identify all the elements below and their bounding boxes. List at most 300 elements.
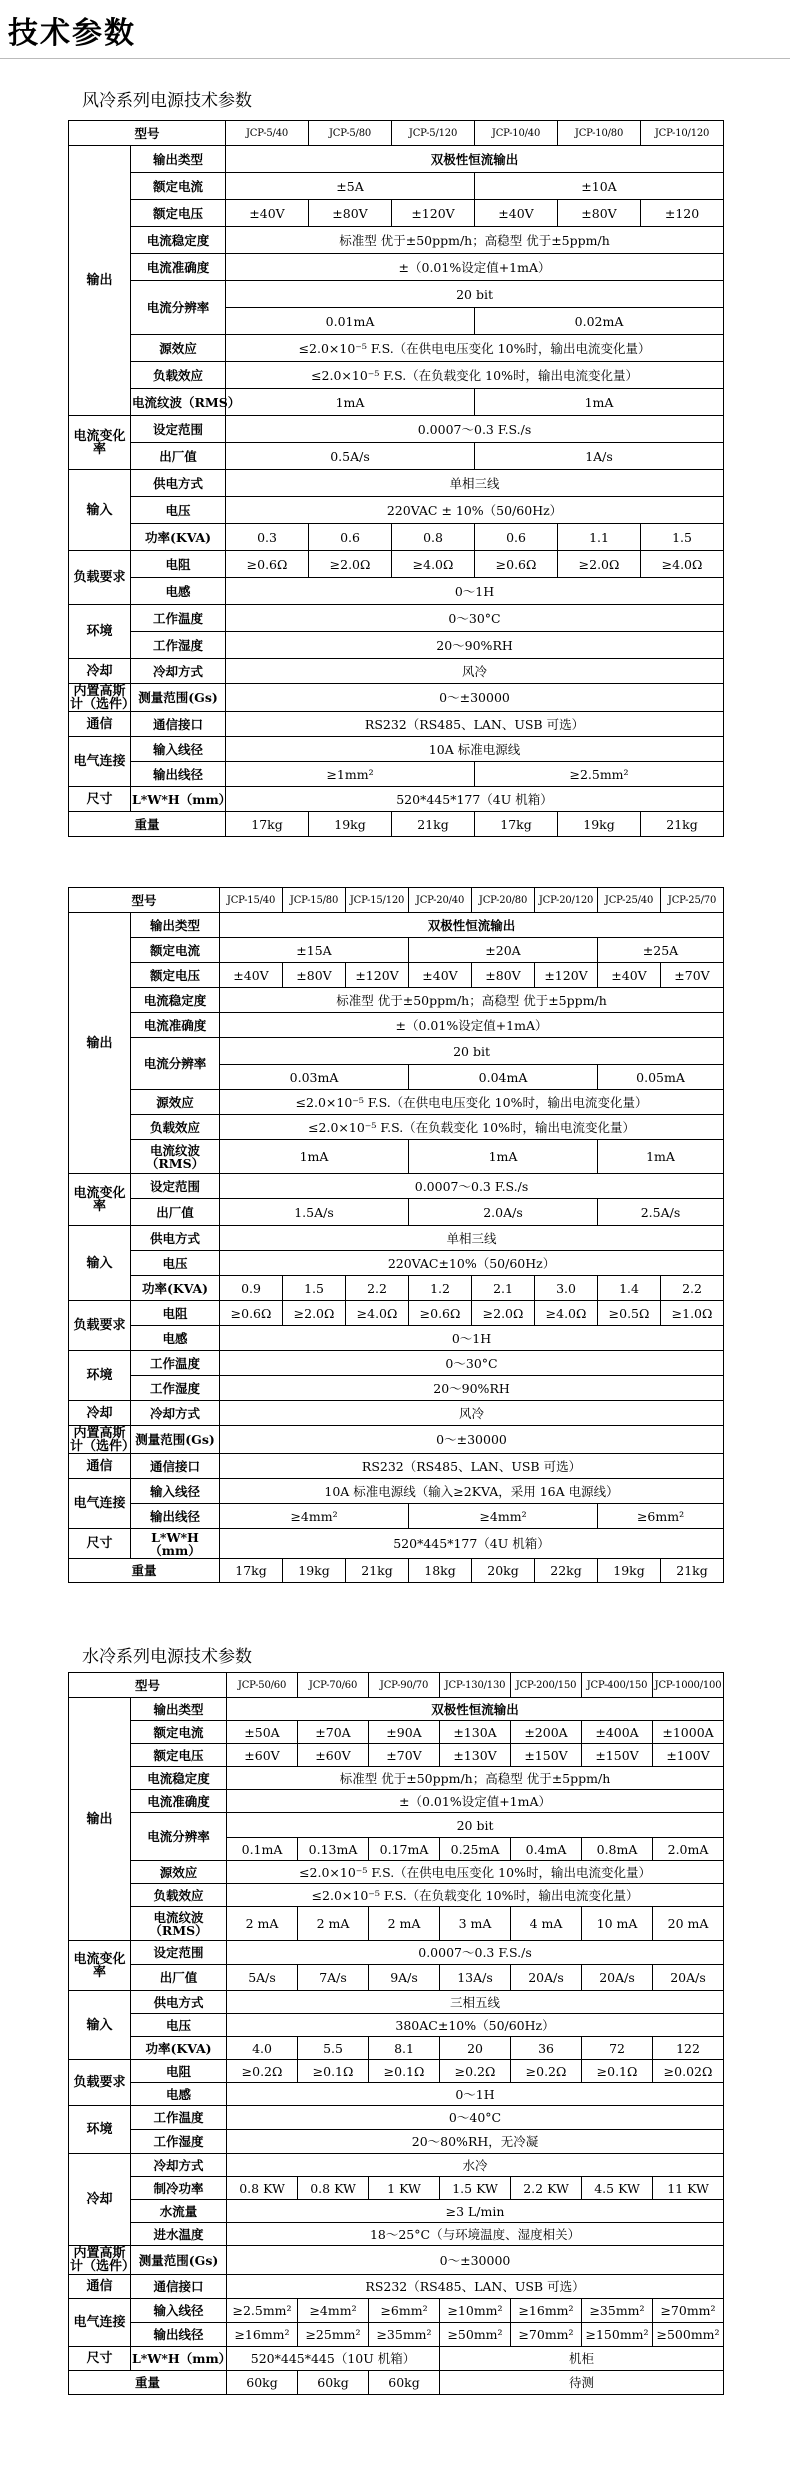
param-value: ≥4.0Ω: [535, 1301, 598, 1326]
model-header: JCP-25/70: [661, 888, 724, 913]
param-label: 额定电压: [131, 200, 226, 227]
param-value: 风冷: [220, 1401, 724, 1426]
category-cooling: 冷却: [69, 659, 131, 684]
param-value: ±80V: [472, 963, 535, 988]
param-value: 5A/s: [227, 1965, 298, 1991]
param-value: 0～30°C: [226, 605, 724, 632]
category-current-rate: 电流变化率: [69, 416, 131, 470]
param-label: 冷却方式: [131, 1401, 220, 1426]
model-header: JCP-15/120: [346, 888, 409, 913]
param-value: ≥0.6Ω: [226, 551, 309, 578]
param-label: 电流准确度: [131, 1790, 227, 1813]
param-value: ±130A: [440, 1721, 511, 1744]
param-value: 220VAC ± 10%（50/60Hz）: [226, 497, 724, 524]
page-title: 技术参数: [8, 16, 136, 51]
param-value: ±130V: [440, 1744, 511, 1767]
param-value: 待测: [440, 2371, 724, 2395]
param-value: 1.1: [558, 524, 641, 551]
param-value: ±20A: [409, 938, 598, 963]
param-label: 水流量: [131, 2200, 227, 2223]
param-value: 2 mA: [298, 1907, 369, 1941]
param-value: 0～±30000: [226, 684, 724, 712]
param-value: 11 KW: [653, 2177, 724, 2200]
category-gaussmeter: 内置高斯计（选件）: [70, 1425, 136, 1454]
category-environment: 环境: [69, 2106, 131, 2154]
param-value: ≥0.1Ω: [298, 2060, 369, 2083]
param-value: ≥2.5mm²: [475, 762, 724, 787]
param-label: 电流稳定度: [131, 227, 226, 254]
category-load: 负载要求: [69, 1301, 131, 1351]
model-header: JCP-130/130: [440, 1673, 511, 1698]
param-label: 额定电流: [131, 173, 226, 200]
param-value: 4.5 KW: [582, 2177, 653, 2200]
param-value: 19kg: [558, 812, 641, 837]
model-header: JCP-5/120: [392, 121, 475, 146]
param-label: L*W*H（mm）: [131, 1529, 220, 1559]
param-label: 电流分辨率: [131, 281, 226, 335]
param-value: ≥0.6Ω: [409, 1301, 472, 1326]
model-header: JCP-1000/100: [653, 1673, 724, 1698]
category-input: 输入: [69, 470, 131, 551]
param-value: ≥150mm²: [582, 2323, 653, 2347]
param-label: 出厂值: [131, 443, 226, 470]
param-value: 0.01mA: [226, 308, 475, 335]
param-value: 8.1: [369, 2037, 440, 2060]
param-value: ±40V: [409, 963, 472, 988]
param-value: 20 bit: [220, 1038, 724, 1065]
param-value: ±15A: [220, 938, 409, 963]
param-value: 风冷: [226, 659, 724, 684]
category-communication: 通信: [69, 2275, 131, 2299]
param-value: ≥16mm²: [227, 2323, 298, 2347]
param-value: 0～±30000: [227, 2246, 724, 2275]
param-value: 0.0007～0.3 F.S./s: [220, 1174, 724, 1199]
param-value: 1A/s: [475, 443, 724, 470]
param-value: ±10A: [475, 173, 724, 200]
param-label: 测量范围(Gs): [131, 684, 226, 712]
param-value: ≤2.0×10⁻⁵ F.S.（在供电电压变化 10%时，输出电流变化量）: [227, 1861, 724, 1884]
param-value: ≥0.6Ω: [475, 551, 558, 578]
param-value: ≥2.0Ω: [283, 1301, 346, 1326]
param-value: ≥2.0Ω: [309, 551, 392, 578]
param-value: 21kg: [346, 1559, 409, 1583]
param-value: 0.8: [392, 524, 475, 551]
param-value: ±120V: [346, 963, 409, 988]
param-label: 电压: [131, 1251, 220, 1276]
param-label: 工作湿度: [131, 2130, 227, 2154]
param-label: 电流分辨率: [131, 1813, 227, 1861]
param-label: 重量: [69, 2371, 227, 2395]
param-value: 20～90%RH: [220, 1376, 724, 1401]
param-label: 电压: [131, 497, 226, 524]
param-value: 2.2: [346, 1276, 409, 1301]
param-value: 4.0: [227, 2037, 298, 2060]
param-label: 冷却方式: [131, 659, 226, 684]
category-input: 输入: [69, 1991, 131, 2060]
param-label: 电感: [131, 578, 226, 605]
param-value: 20～80%RH，无冷凝: [227, 2130, 724, 2154]
param-value: ±150V: [511, 1744, 582, 1767]
param-label: 出厂值: [131, 1965, 227, 1991]
param-value: 单相三线: [226, 470, 724, 497]
category-size: 尺寸: [69, 787, 131, 812]
category-environment: 环境: [69, 1351, 131, 1401]
category-load: 负载要求: [69, 551, 131, 605]
water-cooled-section-title: 水冷系列电源技术参数: [82, 1647, 252, 1667]
param-value: ±50A: [227, 1721, 298, 1744]
param-label: 额定电压: [131, 963, 220, 988]
model-header: JCP-10/80: [558, 121, 641, 146]
param-label: 源效应: [131, 1090, 220, 1115]
param-label: 功率(KVA): [131, 1276, 220, 1301]
param-value: ≥6mm²: [369, 2299, 440, 2323]
category-size: 尺寸: [69, 2347, 131, 2371]
param-value: 22kg: [535, 1559, 598, 1583]
param-value: ±90A: [369, 1721, 440, 1744]
param-value: 10A 标准电源线（输入≥2KVA，采用 16A 电源线）: [220, 1479, 724, 1504]
param-value: ≥0.1Ω: [582, 2060, 653, 2083]
param-value: 18kg: [409, 1559, 472, 1583]
param-value: 1mA: [598, 1140, 724, 1174]
param-value: 21kg: [641, 812, 724, 837]
param-value: 19kg: [309, 812, 392, 837]
param-value: ≤2.0×10⁻⁵ F.S.（在供电电压变化 10%时，输出电流变化量）: [220, 1090, 724, 1115]
param-value: 17kg: [475, 812, 558, 837]
param-value: 标准型 优于±50ppm/h；高稳型 优于±5ppm/h: [220, 988, 724, 1013]
param-value: 0.6: [475, 524, 558, 551]
param-value: 0.17mA: [369, 1838, 440, 1861]
param-value: ±40V: [226, 200, 309, 227]
category-output: 输出: [69, 913, 131, 1174]
param-value: ±40V: [475, 200, 558, 227]
param-value: ±（0.01%设定值+1mA）: [227, 1790, 724, 1813]
category-electrical-connection: 电气连接: [69, 2299, 131, 2347]
param-label: 工作温度: [131, 605, 226, 632]
param-value: ≥0.1Ω: [369, 2060, 440, 2083]
param-value: 1.2: [409, 1276, 472, 1301]
param-value: 0～±30000: [220, 1426, 724, 1454]
model-header: JCP-15/80: [283, 888, 346, 913]
param-label: 供电方式: [131, 1226, 220, 1251]
param-value: ±120: [641, 200, 724, 227]
model-header: JCP-25/40: [598, 888, 661, 913]
category-input: 输入: [69, 1226, 131, 1301]
param-value: 2.1: [472, 1276, 535, 1301]
param-value: ±70V: [661, 963, 724, 988]
param-value: 0.8 KW: [227, 2177, 298, 2200]
param-value: 4 mA: [511, 1907, 582, 1941]
model-header: JCP-90/70: [369, 1673, 440, 1698]
param-value: 0.02mA: [475, 308, 724, 335]
param-label: 设定范围: [131, 1174, 220, 1199]
param-value: 21kg: [392, 812, 475, 837]
param-label: 输出类型: [131, 913, 220, 938]
param-value: ±80V: [309, 200, 392, 227]
param-value: 0.25mA: [440, 1838, 511, 1861]
param-label: 工作湿度: [131, 632, 226, 659]
param-value: 10 mA: [582, 1907, 653, 1941]
param-label: 电流稳定度: [131, 1767, 227, 1790]
param-value: 三相五线: [227, 1991, 724, 2014]
param-label: 功率(KVA): [131, 2037, 227, 2060]
category-current-rate: 电流变化率: [69, 1174, 131, 1226]
model-header: JCP-200/150: [511, 1673, 582, 1698]
param-label: 电阻: [131, 551, 226, 578]
param-value: 60kg: [369, 2371, 440, 2395]
model-label: 型号: [69, 888, 220, 913]
param-value: 1 KW: [369, 2177, 440, 2200]
param-label: 电流纹波（RMS）: [131, 1907, 227, 1941]
param-value: 2.5A/s: [598, 1199, 724, 1226]
param-value: ±120V: [535, 963, 598, 988]
param-value: ≥2.0Ω: [558, 551, 641, 578]
model-header: JCP-15/40: [220, 888, 283, 913]
param-label: 额定电流: [131, 938, 220, 963]
param-label: 电流准确度: [131, 254, 226, 281]
model-label: 型号: [69, 1673, 227, 1698]
param-value: 20kg: [472, 1559, 535, 1583]
param-label: 冷却方式: [131, 2154, 227, 2177]
param-label: 通信接口: [131, 2275, 227, 2299]
air-cooled-spec-table-1: [68, 120, 724, 837]
param-label: 设定范围: [131, 416, 226, 443]
param-value: 0.05mA: [598, 1065, 724, 1090]
param-value: 36: [511, 2037, 582, 2060]
param-value: 1mA: [226, 389, 475, 416]
water-cooled-spec-table: [68, 1672, 724, 2395]
category-cooling: 冷却: [69, 1401, 131, 1426]
param-value: 0.8mA: [582, 1838, 653, 1861]
param-value: 1.5A/s: [220, 1199, 409, 1226]
model-header: JCP-10/40: [475, 121, 558, 146]
param-value: ±5A: [226, 173, 475, 200]
param-label: 电流准确度: [131, 1013, 220, 1038]
category-size: 尺寸: [69, 1529, 131, 1559]
param-value: ≥1mm²: [226, 762, 475, 787]
air-cooled-section-title: 风冷系列电源技术参数: [82, 91, 252, 111]
param-value: 20A/s: [653, 1965, 724, 1991]
param-value: 0.03mA: [220, 1065, 409, 1090]
param-value: RS232（RS485、LAN、USB 可选）: [226, 712, 724, 737]
param-value: 0.8 KW: [298, 2177, 369, 2200]
param-value: ≥4mm²: [409, 1504, 598, 1529]
param-value: ≥0.5Ω: [598, 1301, 661, 1326]
param-label: 进水温度: [131, 2223, 227, 2246]
model-header: JCP-20/80: [472, 888, 535, 913]
param-value: 17kg: [220, 1559, 283, 1583]
param-value: ≥35mm²: [369, 2323, 440, 2347]
param-label: 工作温度: [131, 1351, 220, 1376]
param-label: 电流分辨率: [131, 1038, 220, 1090]
category-environment: 环境: [69, 605, 131, 659]
param-value: ≥25mm²: [298, 2323, 369, 2347]
param-value: ±25A: [598, 938, 724, 963]
param-value: 0.6: [309, 524, 392, 551]
param-value: 0.3: [226, 524, 309, 551]
param-value: ≥0.6Ω: [220, 1301, 283, 1326]
param-value: ≥0.2Ω: [227, 2060, 298, 2083]
param-label: 测量范围(Gs): [131, 1426, 220, 1454]
param-value: 标准型 优于±50ppm/h；高稳型 优于±5ppm/h: [226, 227, 724, 254]
param-value: 19kg: [283, 1559, 346, 1583]
param-value: 1mA: [475, 389, 724, 416]
param-value: 520*445*445（10U 机箱）: [227, 2347, 440, 2371]
param-value: ≥16mm²: [511, 2299, 582, 2323]
category-electrical-connection: 电气连接: [69, 737, 131, 787]
param-value: 380AC±10%（50/60Hz）: [227, 2014, 724, 2037]
param-value: 7A/s: [298, 1965, 369, 1991]
param-label: 通信接口: [131, 712, 226, 737]
category-communication: 通信: [69, 1454, 131, 1479]
param-value: 双极性恒流输出: [227, 1698, 724, 1721]
param-value: 60kg: [227, 2371, 298, 2395]
model-header: JCP-50/60: [227, 1673, 298, 1698]
param-label: 电流纹波（RMS）: [131, 389, 226, 416]
param-value: ±40V: [220, 963, 283, 988]
param-label: 输入线径: [131, 1479, 220, 1504]
param-value: ≥0.2Ω: [440, 2060, 511, 2083]
param-value: 21kg: [661, 1559, 724, 1583]
param-value: ≥70mm²: [653, 2299, 724, 2323]
param-value: 10A 标准电源线: [226, 737, 724, 762]
param-value: ±80V: [558, 200, 641, 227]
param-label: 出厂值: [131, 1199, 220, 1226]
param-label: 输入线径: [131, 2299, 227, 2323]
param-value: 122: [653, 2037, 724, 2060]
param-value: ≥500mm²: [653, 2323, 724, 2347]
category-output: 输出: [69, 1698, 131, 1941]
param-value: 单相三线: [220, 1226, 724, 1251]
param-value: 60kg: [298, 2371, 369, 2395]
param-value: 1mA: [409, 1140, 598, 1174]
param-value: ≤2.0×10⁻⁵ F.S.（在负载变化 10%时，输出电流变化量）: [220, 1115, 724, 1140]
model-header: JCP-20/40: [409, 888, 472, 913]
param-label: 输出线径: [131, 2323, 227, 2347]
param-value: 2.2: [661, 1276, 724, 1301]
category-gaussmeter: 内置高斯计（选件）: [70, 2246, 136, 2274]
param-label: 电流纹波（RMS）: [131, 1140, 220, 1174]
model-header: JCP-10/120: [641, 121, 724, 146]
param-label: 制冷功率: [131, 2177, 227, 2200]
param-value: 72: [582, 2037, 653, 2060]
model-label: 型号: [69, 121, 226, 146]
param-label: 源效应: [131, 335, 226, 362]
param-label: 负载效应: [131, 362, 226, 389]
param-label: 输出类型: [131, 1698, 227, 1721]
param-value: ≥4.0Ω: [346, 1301, 409, 1326]
param-label: 测量范围(Gs): [131, 2246, 227, 2275]
param-value: 0.0007～0.3 F.S./s: [226, 416, 724, 443]
param-value: 20 bit: [227, 1813, 724, 1838]
param-label: 重量: [69, 1559, 220, 1583]
param-value: 0～1H: [226, 578, 724, 605]
param-value: ≥3 L/min: [227, 2200, 724, 2223]
param-value: ±120V: [392, 200, 475, 227]
param-value: ≥2.0Ω: [472, 1301, 535, 1326]
param-label: 输出线径: [131, 762, 226, 787]
param-value: 2 mA: [369, 1907, 440, 1941]
param-value: 标准型 优于±50ppm/h；高稳型 优于±5ppm/h: [227, 1767, 724, 1790]
category-load: 负载要求: [69, 2060, 131, 2106]
param-label: L*W*H（mm）: [131, 787, 226, 812]
param-value: 3 mA: [440, 1907, 511, 1941]
param-value: 20A/s: [582, 1965, 653, 1991]
model-header: JCP-70/60: [298, 1673, 369, 1698]
param-value: ≥4mm²: [298, 2299, 369, 2323]
param-value: 0～30°C: [220, 1351, 724, 1376]
param-value: 5.5: [298, 2037, 369, 2060]
param-label: 输出线径: [131, 1504, 220, 1529]
param-value: 19kg: [598, 1559, 661, 1583]
category-electrical-connection: 电气连接: [69, 1479, 131, 1529]
param-value: 0.0007～0.3 F.S./s: [227, 1941, 724, 1965]
param-value: 3.0: [535, 1276, 598, 1301]
param-value: ±40V: [598, 963, 661, 988]
model-header: JCP-5/40: [226, 121, 309, 146]
category-communication: 通信: [69, 712, 131, 737]
param-label: 电压: [131, 2014, 227, 2037]
param-value: ±1000A: [653, 1721, 724, 1744]
param-label: 电感: [131, 1326, 220, 1351]
param-label: 通信接口: [131, 1454, 220, 1479]
param-label: 电阻: [131, 1301, 220, 1326]
param-label: 输出类型: [131, 146, 226, 173]
param-value: ≤2.0×10⁻⁵ F.S.（在负载变化 10%时，输出电流变化量）: [227, 1884, 724, 1907]
param-value: 0.4mA: [511, 1838, 582, 1861]
param-value: 1.5: [641, 524, 724, 551]
param-label: 负载效应: [131, 1884, 227, 1907]
param-value: 20A/s: [511, 1965, 582, 1991]
param-label: 电流稳定度: [131, 988, 220, 1013]
param-value: ±70A: [298, 1721, 369, 1744]
model-header: JCP-400/150: [582, 1673, 653, 1698]
param-value: 双极性恒流输出: [220, 913, 724, 938]
param-value: ±200A: [511, 1721, 582, 1744]
param-value: ≥6mm²: [598, 1504, 724, 1529]
param-label: 电阻: [131, 2060, 227, 2083]
param-value: 13A/s: [440, 1965, 511, 1991]
category-gaussmeter: 内置高斯计（选件）: [70, 683, 136, 712]
param-value: ≥4.0Ω: [392, 551, 475, 578]
param-value: ≥1.0Ω: [661, 1301, 724, 1326]
param-value: 17kg: [226, 812, 309, 837]
param-value: ±70V: [369, 1744, 440, 1767]
param-value: 520*445*177（4U 机箱）: [220, 1529, 724, 1559]
param-label: 额定电压: [131, 1744, 227, 1767]
param-label: 供电方式: [131, 1991, 227, 2014]
param-value: ≥10mm²: [440, 2299, 511, 2323]
param-value: ±400A: [582, 1721, 653, 1744]
param-value: ≥70mm²: [511, 2323, 582, 2347]
param-value: 0～1H: [227, 2083, 724, 2106]
param-value: 20 bit: [226, 281, 724, 308]
param-value: 2 mA: [227, 1907, 298, 1941]
param-value: 20: [440, 2037, 511, 2060]
air-cooled-spec-table-2: [68, 887, 724, 1583]
param-value: ≤2.0×10⁻⁵ F.S.（在负载变化 10%时，输出电流变化量）: [226, 362, 724, 389]
param-value: 2.0mA: [653, 1838, 724, 1861]
param-value: ≥2.5mm²: [227, 2299, 298, 2323]
param-value: ≥50mm²: [440, 2323, 511, 2347]
param-label: 负载效应: [131, 1115, 220, 1140]
param-value: ≥35mm²: [582, 2299, 653, 2323]
param-value: ±60V: [298, 1744, 369, 1767]
param-value: 0.9: [220, 1276, 283, 1301]
param-value: ≥4mm²: [220, 1504, 409, 1529]
param-value: 9A/s: [369, 1965, 440, 1991]
param-value: ±（0.01%设定值+1mA）: [220, 1013, 724, 1038]
param-value: 1.5: [283, 1276, 346, 1301]
